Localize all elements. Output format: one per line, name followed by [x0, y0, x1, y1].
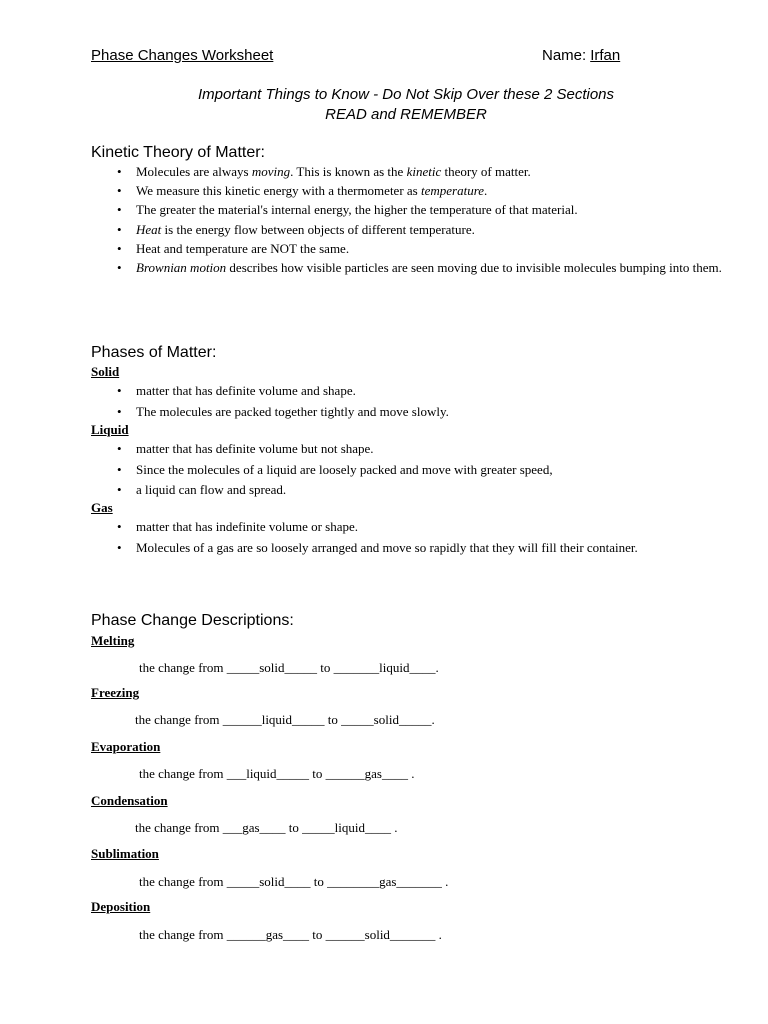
kinetic-item: • Brownian motion describes how visible particles are seen moving due to invisible molecules bumping into them.: [0, 258, 726, 277]
melting-label: Melting: [91, 633, 135, 648]
condensation-label: Condensation: [91, 793, 168, 808]
kinetic-item: • The greater the material's internal energy, the higher the temperature of that material.: [0, 200, 736, 219]
deposition-line: the change from ______gas____ to ______solid_______ .: [139, 927, 442, 942]
freezing-label: Freezing: [91, 685, 140, 700]
freezing-line: the change from ______liquid_____ to _____solid_____.: [135, 712, 435, 727]
gas-item: • matter that has indefinite volume or shape.: [0, 517, 736, 538]
gas-list: [0, 517, 756, 558]
liquid-list: [0, 439, 736, 501]
solid-label: Solid: [91, 364, 120, 379]
liquid-item: • Since the molecules of a liquid are loosely packed and move with greater speed,: [0, 460, 736, 481]
name-value: Irfan: [590, 47, 621, 64]
intro-line-2: READ and REMEMBER: [325, 106, 487, 123]
kinetic-item: • Heat is the energy flow between objects of different temperature.: [0, 220, 736, 239]
liquid-item: • matter that has definite volume but not shape.: [0, 439, 736, 460]
intro-line-1: Important Things to Know - Do Not Skip Over these 2 Sections: [197, 86, 615, 103]
phases-heading: Phases of Matter:: [91, 344, 217, 361]
kinetic-heading: Kinetic Theory of Matter:: [91, 144, 265, 161]
condensation-line: the change from ___gas____ to _____liquid____ .: [135, 820, 398, 835]
solid-item: • matter that has definite volume and shape.: [0, 381, 736, 402]
solid-item: • The molecules are packed together tightly and move slowly.: [0, 402, 736, 423]
evaporation-line: the change from ___liquid_____ to ______gas____ .: [139, 766, 415, 781]
deposition-label: Deposition: [91, 899, 151, 914]
gas-label: Gas: [91, 500, 113, 515]
liquid-label: Liquid: [91, 422, 129, 437]
liquid-item: • a liquid can flow and spread.: [0, 480, 736, 501]
descriptions-heading: Phase Change Descriptions:: [91, 612, 294, 629]
sublimation-line: the change from _____solid____ to ________gas_______ .: [139, 874, 449, 889]
kinetic-item: • Molecules are always moving. This is known as the kinetic theory of matter.: [0, 162, 736, 181]
kinetic-list: [0, 162, 736, 277]
evaporation-label: Evaporation: [91, 739, 161, 754]
sublimation-label: Sublimation: [91, 846, 159, 861]
kinetic-item: • We measure this kinetic energy with a thermometer as temperature.: [0, 181, 736, 200]
name-field: [542, 47, 620, 64]
gas-item: • Molecules of a gas are so loosely arranged and move so rapidly that they will fill their container.: [0, 538, 756, 559]
solid-list: [0, 381, 736, 422]
kinetic-item: • Heat and temperature are NOT the same.: [0, 239, 736, 258]
melting-line: the change from _____solid_____ to _______liquid____.: [139, 660, 439, 675]
worksheet-title: Phase Changes Worksheet: [91, 47, 274, 64]
name-label: Name:: [542, 47, 587, 64]
